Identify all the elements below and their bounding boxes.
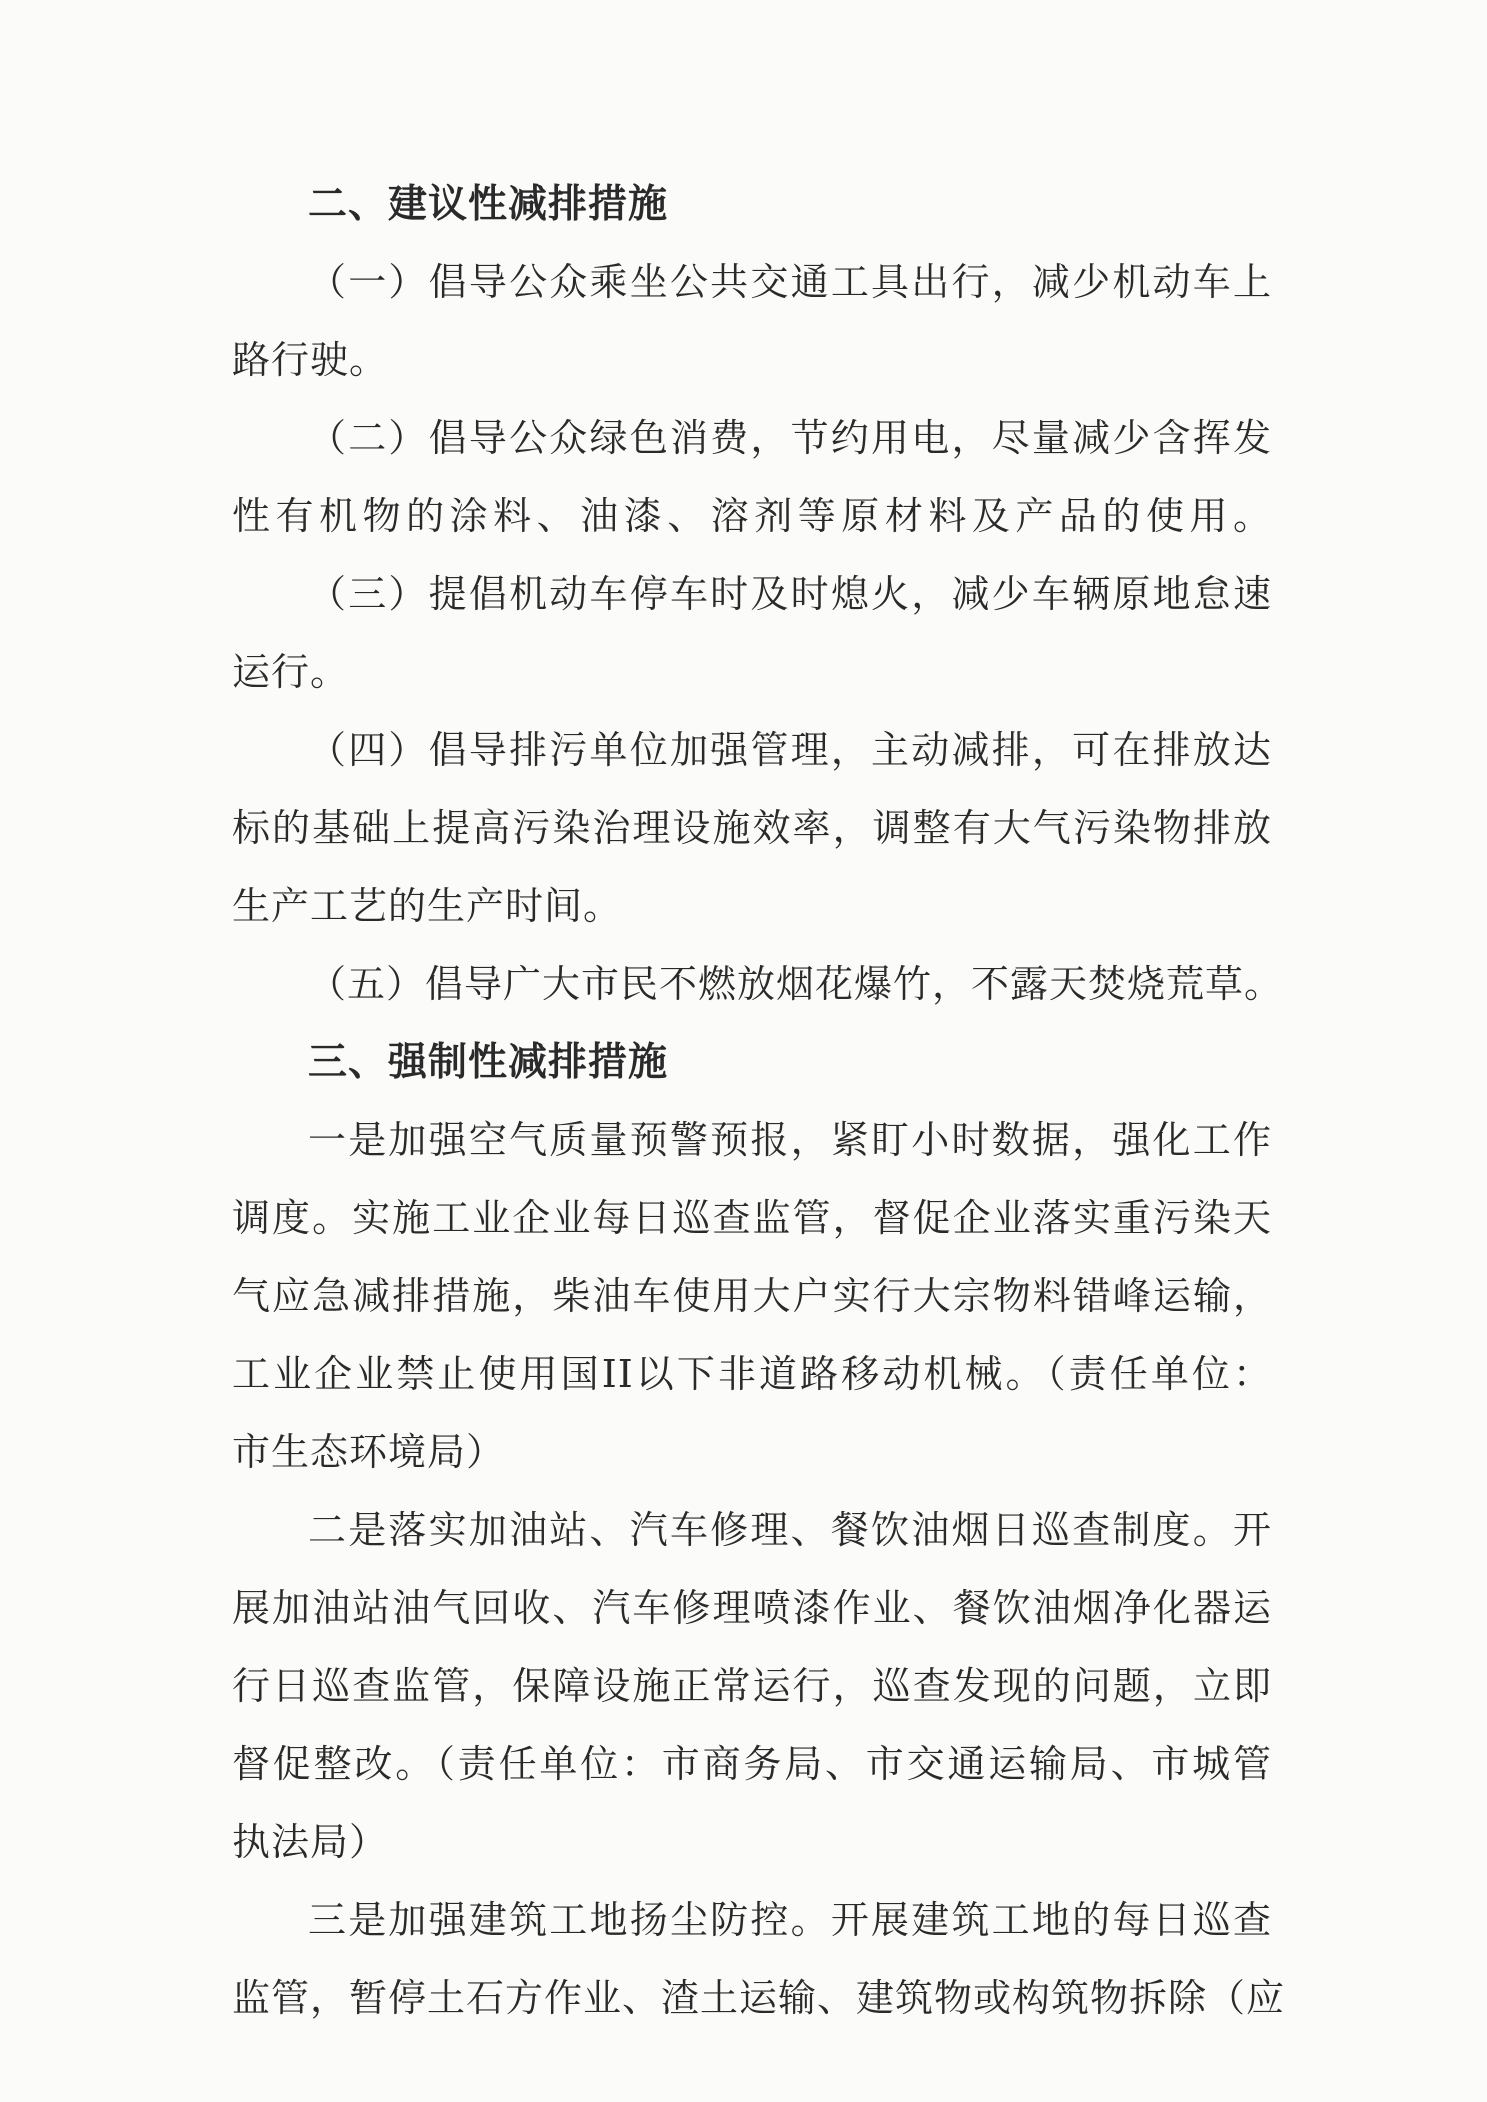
text-line: 运行。 [232,650,350,694]
text-line: 展加油站油气回收、汽车修理喷漆作业、餐饮油烟净化器运 [232,1586,1272,1630]
text-line: 标的基础上提高污染治理设施效率，调整有大气污染物排放 [232,806,1272,850]
text-line: 性有机物的涂料、油漆、溶剂等原材料及产品的使用。 [232,494,1272,538]
text-line: 气应急减排措施，柴油车使用大户实行大宗物料错峰运输， [232,1274,1272,1318]
section-heading: 二、建议性减排措施 [308,182,669,227]
text-line: （四）倡导排污单位加强管理，主动减排，可在排放达 [308,728,1272,772]
text-line: 督促整改。（责任单位：市商务局、市交通运输局、市城管 [232,1742,1272,1786]
text-line: 调度。实施工业企业每日巡查监管，督促企业落实重污染天 [232,1196,1272,1240]
text-line: 一是加强空气质量预警预报，紧盯小时数据，强化工作 [308,1118,1272,1162]
text-line: （一）倡导公众乘坐公共交通工具出行，减少机动车上 [308,260,1272,304]
section-heading: 三、强制性减排措施 [308,1040,669,1085]
text-line: 行日巡查监管，保障设施正常运行，巡查发现的问题，立即 [232,1664,1272,1708]
text-line: 生产工艺的生产时间。 [232,884,623,928]
text-line: 监管，暂停土石方作业、渣土运输、建筑物或构筑物拆除（应 [232,1976,1286,2020]
text-line: （五）倡导广大市民不燃放烟花爆竹，不露天焚烧荒草。 [308,962,1284,1006]
text-line: （二）倡导公众绿色消费，节约用电，尽量减少含挥发 [308,416,1272,460]
text-line: 执法局） [232,1820,389,1864]
text-line: 市生态环境局） [232,1430,506,1474]
text-line: 工业企业禁止使用国II以下非道路移动机械。（责任单位： [232,1352,1272,1396]
text-line: 二是落实加油站、汽车修理、餐饮油烟日巡查制度。开 [308,1508,1272,1552]
text-line: （三）提倡机动车停车时及时熄火，减少车辆原地怠速 [308,572,1272,616]
text-line: 路行驶。 [232,338,389,382]
text-line: 三是加强建筑工地扬尘防控。开展建筑工地的每日巡查 [308,1898,1272,1942]
